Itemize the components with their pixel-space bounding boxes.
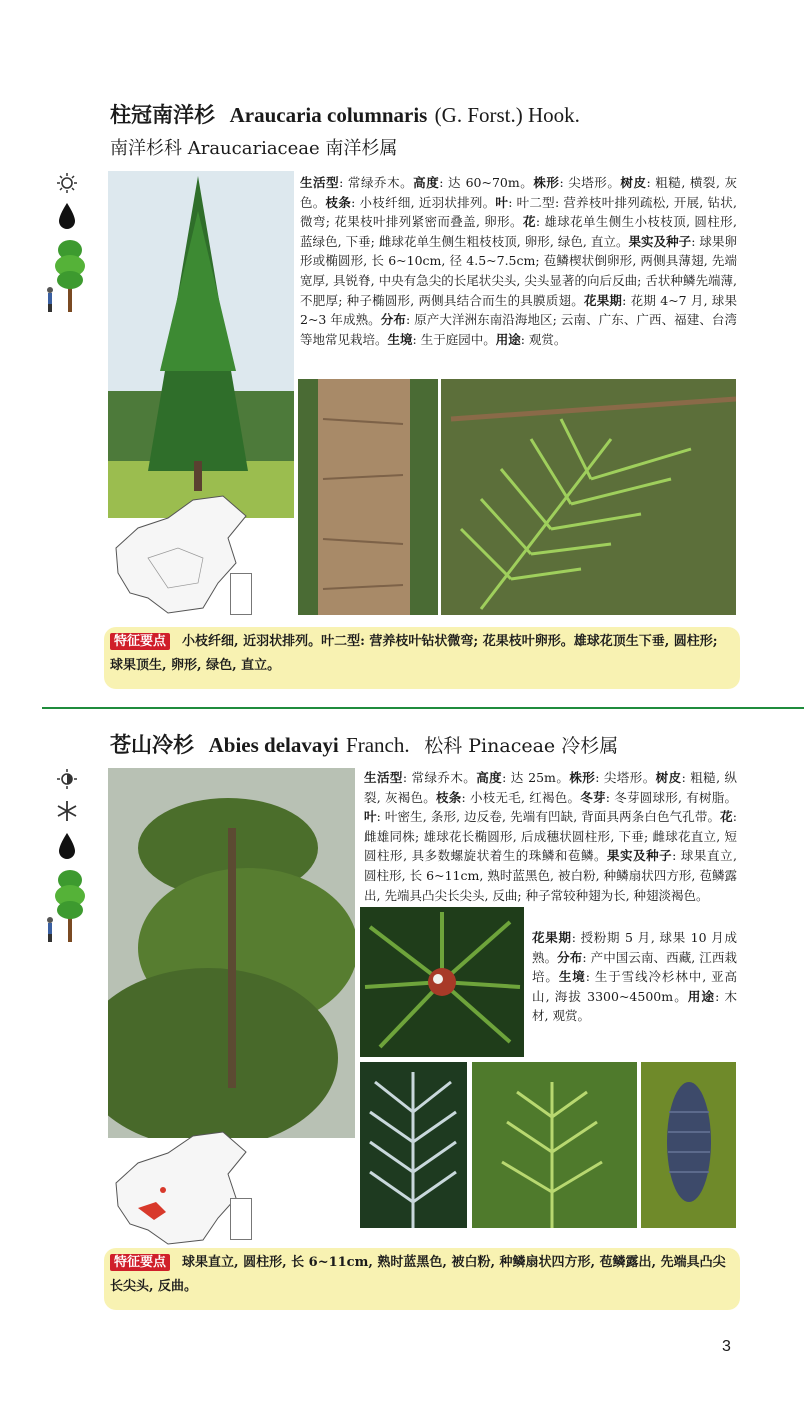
species1-latin-name: Araucaria columnaris <box>229 103 428 127</box>
tree-height-icon <box>44 236 90 318</box>
species1-family: 南洋杉科 Araucariaceae 南洋杉属 <box>110 138 398 159</box>
branch-photo <box>472 1062 637 1228</box>
feature-tag: 特征要点 <box>110 633 170 650</box>
species1-author: (G. Forst.) Hook. <box>434 103 580 127</box>
water-drop-icon <box>58 832 76 864</box>
feature-tag: 特征要点 <box>110 1254 170 1271</box>
species1-title: 柱冠南洋杉 Araucaria columnaris (G. Forst.) Hook. <box>110 102 580 127</box>
needle-underside-photo <box>360 1062 467 1228</box>
species2-family: 松科 Pinaceae 冷杉属 <box>424 735 619 757</box>
bud-photo <box>360 907 524 1057</box>
section-divider <box>42 707 804 709</box>
species2-author: Franch. <box>346 733 410 757</box>
sun-icon <box>56 172 78 198</box>
species1-feature: 特征要点 小枝纤细, 近羽状排列。叶二型: 营养枝叶钻状微弯; 花果枝叶卵形。雄球花顶生下垂, 圆柱形; 球果顶生, 卵形, 绿色, 直立。 <box>110 634 718 673</box>
species2-feature: 特征要点 球果直立, 圆柱形, 长 6~11cm, 熟时蓝黑色, 被白粉, 种鳞扇状四方形, 苞鳞露出, 先端具凸尖长尖头, 反曲。 <box>110 1255 726 1294</box>
species2-description-cont: 花果期: 授粉期 5 月, 球果 10 月成熟。分布: 产中国云南、西藏, 江西栽培。生境: 生于雪线冷杉林中, 亚高山, 海拔 3300~4500m。用途: 木材, 观赏。 <box>532 930 737 1024</box>
tree-photo <box>108 171 294 518</box>
map-inset <box>230 573 252 615</box>
bark-photo <box>298 379 438 615</box>
cone-photo <box>641 1062 736 1228</box>
foliage-photo <box>441 379 736 615</box>
species2-title: 苍山冷杉 Abies delavayi Franch. 松科 Pinaceae 冷杉属 <box>110 732 619 757</box>
fir-tree-photo <box>108 768 355 1138</box>
page-number: 3 <box>722 1338 731 1355</box>
species2-latin-name: Abies delavayi <box>208 733 339 757</box>
water-drop-icon <box>58 202 76 234</box>
partial-shade-icon <box>56 768 78 794</box>
species1-description: 生活型: 常绿乔木。高度: 达 60~70m。株形: 尖塔形。树皮: 粗糙, 横裂, 灰色。枝条: 小枝纤细, 近羽状排列。叶: 叶二型: 营养枝叶排列疏松, 开展, 钻状, 微弯; 花果枝叶排列紧密而叠盖, 卵形。花: 雄球花单生侧生小枝枝顶, 圆柱形, 蓝绿色, 下垂; 雌球花单生侧生粗枝枝顶, 卵形, 绿色, 直立。果实及种子: 球果卵形或椭圆形, 长 6~10cm, 径 4.5~7.5cm; 苞鳞楔状倒卵形, 两侧具薄翅, 先端宽厚, 具锐脊, 中央有急尖的长尾状尖头, 尖头显著的向后反曲; 舌状种鳞先端薄, 不肥厚; 种子椭圆形, 两侧具结合而生的具膜质翅。花果期: 花期 4~7 月, 球果 2~3 年成熟。分布: 原产大洋洲东南沿海地区; 云南、广东、广西、福建、台湾等地常见栽培。生境: 生于庭园中。用途: 观赏。 <box>300 175 737 347</box>
snowflake-icon <box>56 800 78 826</box>
tree-height-icon <box>44 866 90 948</box>
species2-description: 生活型: 常绿乔木。高度: 达 25m。株形: 尖塔形。树皮: 粗糙, 纵裂, 灰褐色。枝条: 小枝无毛, 红褐色。冬芽: 冬芽圆球形, 有树脂。叶: 叶密生, 条形, 边反卷, 先端有凹缺, 背面具两条白色气孔带。花: 雌雄同株; 雄球花长椭圆形, 后成穗状圆柱形, 下垂; 雌球花直立, 短圆柱形, 具多数螺旋状着生的珠鳞和苞鳞。果实及种子: 球果直立, 圆柱形, 长 6~11cm, 熟时蓝黑色, 被白粉, 种鳞扇状四方形, 苞鳞露出, 先端具凸尖长尖头, 反曲; 种子常较种翅为长, 种翅淡褐色。 <box>364 770 737 903</box>
map-inset <box>230 1198 252 1240</box>
